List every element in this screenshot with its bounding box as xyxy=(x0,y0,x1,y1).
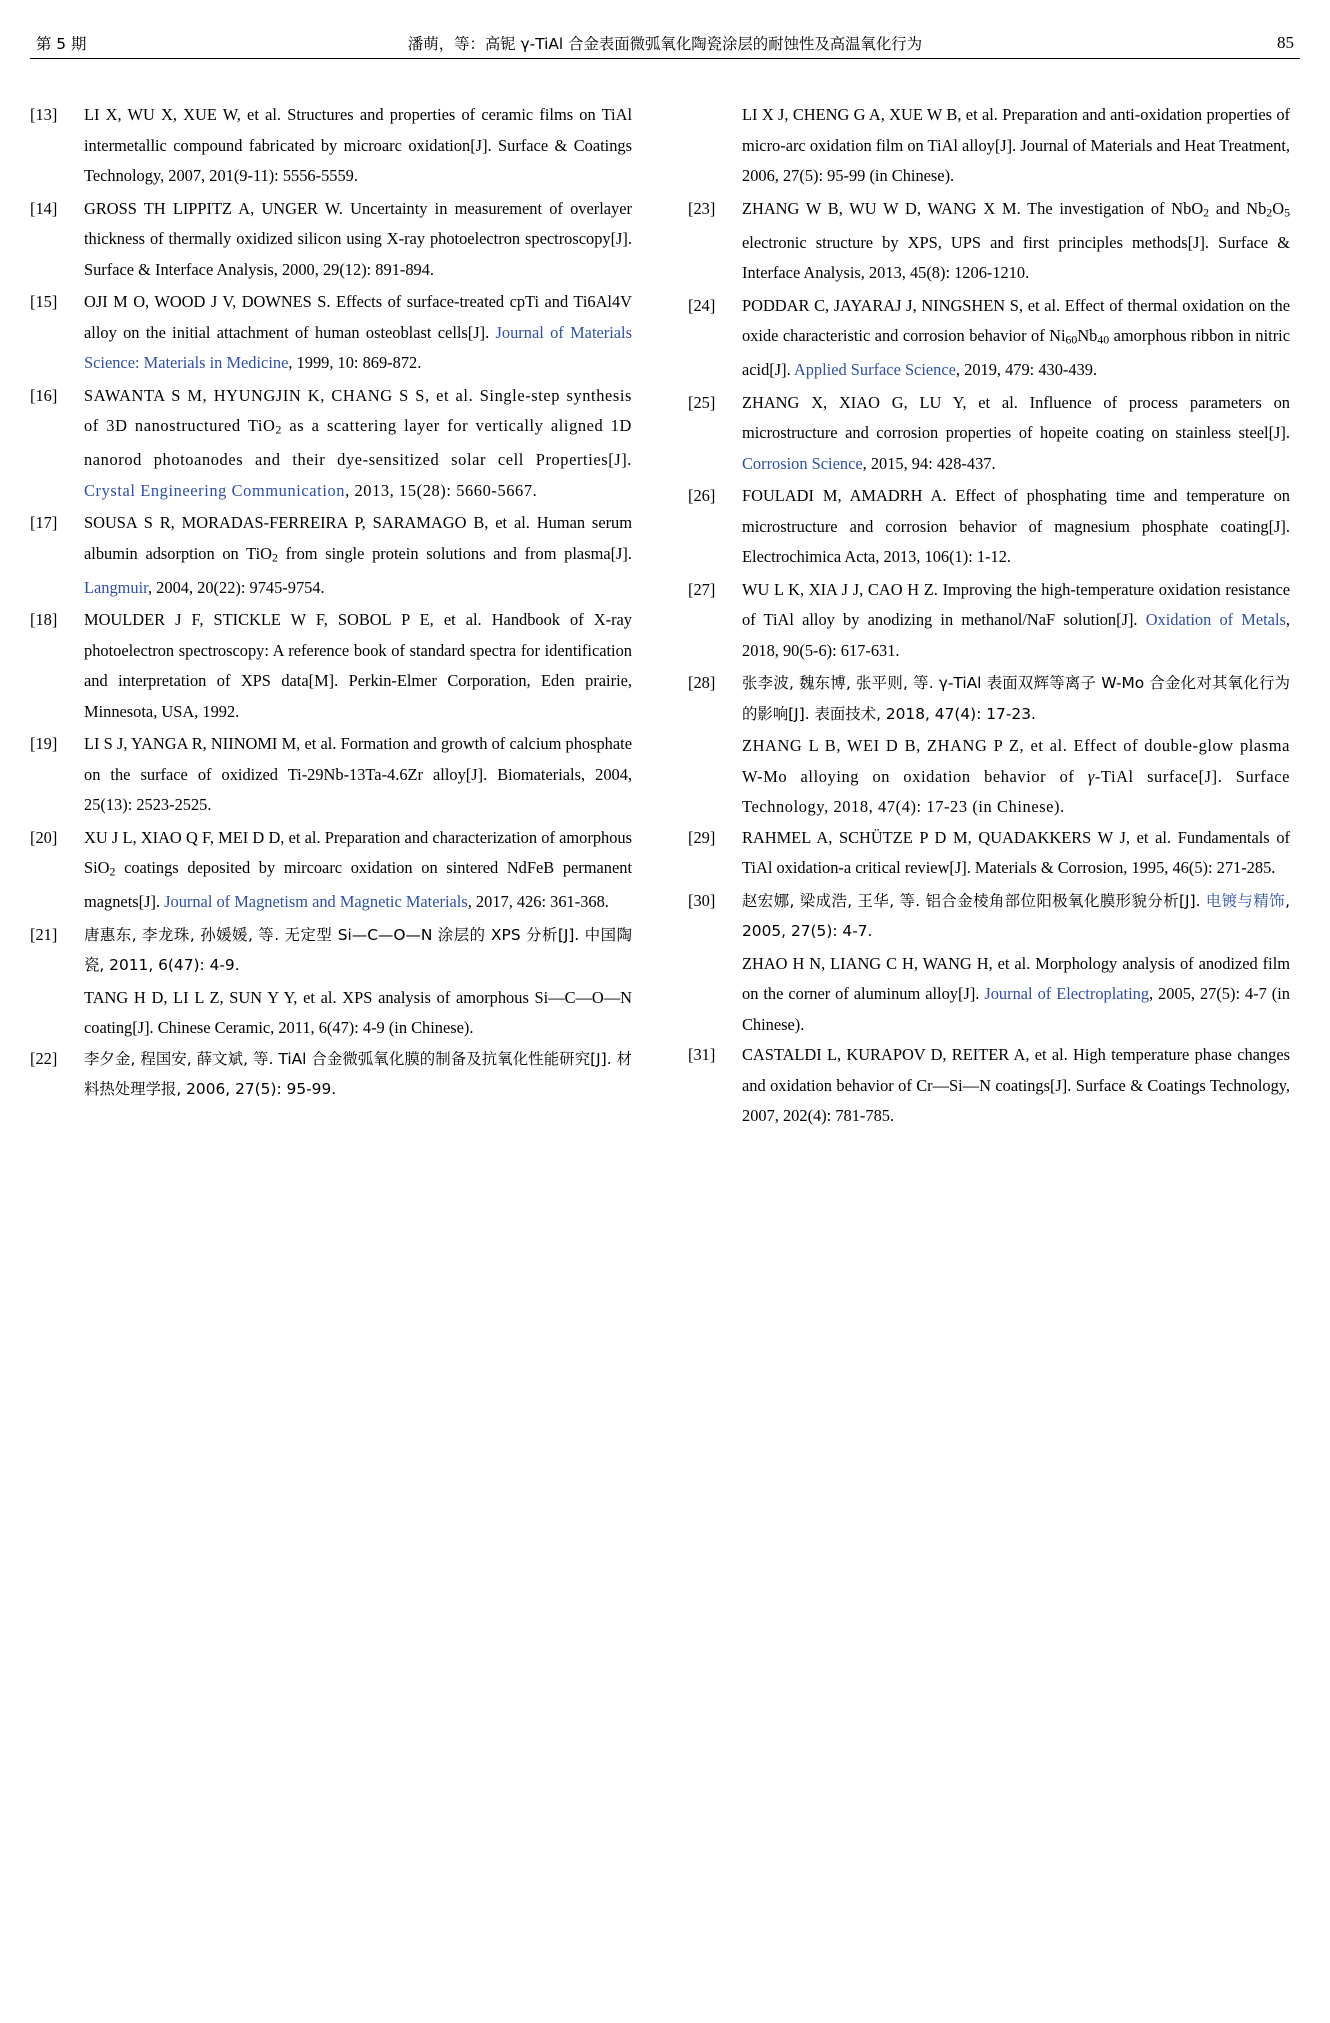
journal-link[interactable]: Journal of Materials Science: Materials in Medicine xyxy=(84,322,632,372)
left-column xyxy=(30,100,632,1134)
reference-translation-28: ZHANG L B, WEI D B, ZHANG P Z, et al. Effect of double-glow plasma W-Mo alloying on oxidation behavior of γ-TiAl surface[J]. Surface Technology, 2018, 47(4): 17-23 (in Chinese). xyxy=(742,736,1291,817)
reference-text: OJI M O, WOOD J V, DOWNES S. Effects of surface-treated cpTi and Ti6Al4V alloy on the initial attachment of human osteoblast cells[J]. Journal of Materials Science: Materials in Medicine, 1999, 10: 869-872. xyxy=(84,292,632,372)
journal-link[interactable]: Journal of Electroplating xyxy=(984,984,1150,1004)
reference-text: MOULDER J F, STICKLE W F, SOBOL P E, et al. Handbook of X-ray photoelectron spectroscopy: A reference book of standard spectra for identification and interpretation of XPS data[M]. Perkin-Elmer Corporation, Eden prairie, Minnesota, USA, 1992. xyxy=(84,610,632,721)
reference-number: [22] xyxy=(30,1048,58,1068)
journal-link[interactable]: 电镀与精饰 xyxy=(1205,891,1286,910)
reference-text: 李夕金, 程国安, 薛文斌, 等. TiAl 合金微弧氧化膜的制备及抗氧化性能研究[J]. 材料热处理学报, 2006, 27(5): 95-99. xyxy=(84,1049,632,1099)
header-divider xyxy=(30,58,1300,59)
journal-link[interactable]: Applied Surface Science xyxy=(793,360,956,380)
reference-number: [25] xyxy=(688,392,716,412)
reference-number: [23] xyxy=(688,198,716,218)
journal-link[interactable]: Oxidation of Metals xyxy=(1145,610,1286,630)
reference-entry-23 xyxy=(688,194,1290,289)
reference-number: [30] xyxy=(688,890,716,910)
issue-label: 第 5 期 xyxy=(36,35,87,53)
reference-entry-30 xyxy=(688,886,1290,947)
reference-text: ZHANG X, XIAO G, LU Y, et al. Influence of process parameters on microstructure and corrosion properties of hopeite coating on stainless steel[J]. Corrosion Science, 2015, 94: 428-437. xyxy=(742,392,1290,473)
reference-number: [28] xyxy=(688,673,716,693)
reference-text: PODDAR C, JAYARAJ J, NINGSHEN S, et al. Effect of thermal oxidation on the oxide characteristic and corrosion behavior of $Ni_{60}Nb_{40}$ amorphous ribbon in nitric acid[J]. Applied Surface Science, 2019, 479: 430-439. xyxy=(742,295,1290,380)
reference-number: [21] xyxy=(30,924,58,944)
reference-text: SAWANTA S M, HYUNGJIN K, CHANG S S, et al. Single-step synthesis of 3D nanostructured TiO$_2$ as a scattering layer for vertically aligned 1D nanorod photoanodes and their dye-sensitized solar cell Properties[J]. Crystal Engineering Communication, 2013, 15(28): 5660-5667. xyxy=(84,385,632,500)
reference-number: [13] xyxy=(30,105,58,124)
reference-entry-14 xyxy=(30,194,632,286)
right-column xyxy=(688,100,1290,1134)
reference-entry-15 xyxy=(30,287,632,379)
page-number: 85 xyxy=(1277,33,1294,52)
reference-entry-29 xyxy=(688,823,1290,884)
reference-text: WU L K, XIA J J, CAO H Z. Improving the high-temperature oxidation resistance of TiAl alloy by anodizing in methanol/NaF solution[J]. Oxidation of Metals, 2018, 90(5-6): 617-631. xyxy=(742,579,1291,660)
running-head xyxy=(36,26,1294,60)
reference-number: [27] xyxy=(688,579,716,599)
reference-text: 唐惠东, 李龙珠, 孙媛媛, 等. 无定型 Si—C—O—N 涂层的 XPS 分析[J]. 中国陶瓷, 2011, 6(47): 4-9. xyxy=(84,925,632,975)
reference-text: GROSS TH LIPPITZ A, UNGER W. Uncertainty in measurement of overlayer thickness of thermally oxidized silicon using X-ray photoelectron spectroscopy[J]. Surface & Interface Analysis, 2000, 29(12): 891-894. xyxy=(84,198,632,279)
reference-entry-13 xyxy=(30,100,632,192)
reference-entry-26 xyxy=(688,481,1290,573)
reference-text: FOULADI M, AMADRH A. Effect of phosphating time and temperature on microstructure and corrosion behavior of magnesium phosphate coating[J]. Electrochimica Acta, 2013, 106(1): 1-12. xyxy=(742,486,1290,567)
reference-number: [15] xyxy=(30,292,58,311)
journal-link[interactable]: Langmuir xyxy=(84,577,148,597)
reference-entry-28 xyxy=(688,668,1290,729)
reference-number: [14] xyxy=(30,198,58,218)
reference-number: [18] xyxy=(30,610,58,630)
reference-text: ZHANG W B, WU W D, WANG X M. The investigation of NbO$_2$ and $Nb_2O_5$ electronic structure by XPS, UPS and first principles methods[J]. Surface & Interface Analysis, 2013, 45(8): 1206-1210. xyxy=(742,198,1290,283)
reference-text: LI X J, CHENG G A, XUE W B, et al. Preparation and anti-oxidation properties of micro-arc oxidation film on TiAl alloy[J]. Journal of Materials and Heat Treatment, 2006, 27(5): 95-99 (in Chinese). xyxy=(742,105,1290,185)
journal-link[interactable]: Journal of Magnetism and Magnetic Materials xyxy=(164,892,468,912)
reference-number: [19] xyxy=(30,734,58,754)
journal-link[interactable]: Crystal Engineering Communication xyxy=(84,480,346,500)
reference-entry-18 xyxy=(30,605,632,727)
reference-entry-17 xyxy=(30,508,632,603)
reference-entry-24 xyxy=(688,291,1290,386)
reference-number: [26] xyxy=(688,486,716,506)
reference-translation-30: ZHAO H N, LIANG C H, WANG H, et al. Morphology analysis of anodized film on the corner of aluminum alloy[J]. Journal of Electroplating, 2005, 27(5): 4-7 (in Chinese). xyxy=(742,953,1290,1034)
reference-text: 张李波, 魏东博, 张平则, 等. γ-TiAl 表面双辉等离子 W-Mo 合金化对其氧化行为的影响[J]. 表面技术, 2018, 47(4): 17-23. xyxy=(742,674,1290,723)
reference-entry-16 xyxy=(30,381,632,507)
reference-entry-19 xyxy=(30,729,632,821)
reference-number: [20] xyxy=(30,827,58,847)
reference-translation-22 xyxy=(688,100,1290,192)
reference-text: RAHMEL A, SCHÜTZE P D M, QUADAKKERS W J, et al. Fundamentals of TiAl oxidation-a critical review[J]. Materials & Corrosion, 1995, 46(5): 271-285. xyxy=(742,827,1290,878)
reference-columns xyxy=(30,100,1300,1134)
reference-number: [24] xyxy=(688,295,716,315)
reference-text: 赵宏娜, 梁成浩, 王华, 等. 铝合金棱角部位阳极氧化膜形貌分析[J]. 电镀与精饰, 2005, 27(5): 4-7. xyxy=(742,891,1290,941)
reference-text: LI S J, YANGA R, NIINOMI M, et al. Formation and growth of calcium phosphate on the surface of oxidized Ti-29Nb-13Ta-4.6Zr alloy[J]. Biomaterials, 2004, 25(13): 2523-2525. xyxy=(84,734,632,815)
reference-translation-21: TANG H D, LI L Z, SUN Y Y, et al. XPS analysis of amorphous Si—C—O—N coating[J]. Chinese Ceramic, 2011, 6(47): 4-9 (in Chinese). xyxy=(84,987,632,1038)
reference-entry-21 xyxy=(30,920,632,981)
reference-number: [16] xyxy=(30,385,58,405)
reference-text: CASTALDI L, KURAPOV D, REITER A, et al. High temperature phase changes and oxidation behavior of Cr—Si—N coatings[J]. Surface & Coatings Technology, 2007, 202(4): 781-785. xyxy=(742,1045,1290,1126)
reference-number: [29] xyxy=(688,827,716,847)
reference-text: XU J L, XIAO Q F, MEI D D, et al. Preparation and characterization of amorphous SiO$_2$ coatings deposited by mircoarc oxidation on sintered NdFeB permanent magnets[J]. Journal of Magnetism and Magnetic Materials, 2017, 426: 361-368. xyxy=(84,827,632,912)
article-title-header: 潘萌，等：高铌 γ-TiAl 合金表面微弧氧化陶瓷涂层的耐蚀性及高温氧化行为 xyxy=(407,35,923,53)
reference-entry-25 xyxy=(688,388,1290,480)
reference-number: [31] xyxy=(688,1045,716,1065)
reference-entry-27 xyxy=(688,575,1290,667)
reference-text: LI X, WU X, XUE W, et al. Structures and properties of ceramic films on TiAl intermetallic compound fabricated by microarc oxidation[J]. Surface & Coatings Technology, 2007, 201(9-11): 5556-5559. xyxy=(84,105,632,185)
reference-entry-31 xyxy=(688,1040,1290,1132)
reference-entry-22 xyxy=(30,1044,632,1105)
reference-text: SOUSA S R, MORADAS-FERREIRA P, SARAMAGO B, et al. Human serum albumin adsorption on TiO$_2$ from single protein solutions and from plasma[J]. Langmuir, 2004, 20(22): 9745-9754. xyxy=(84,513,632,597)
reference-entry-20 xyxy=(30,823,632,918)
reference-number: [17] xyxy=(30,513,58,533)
journal-link[interactable]: Corrosion Science xyxy=(742,453,863,473)
